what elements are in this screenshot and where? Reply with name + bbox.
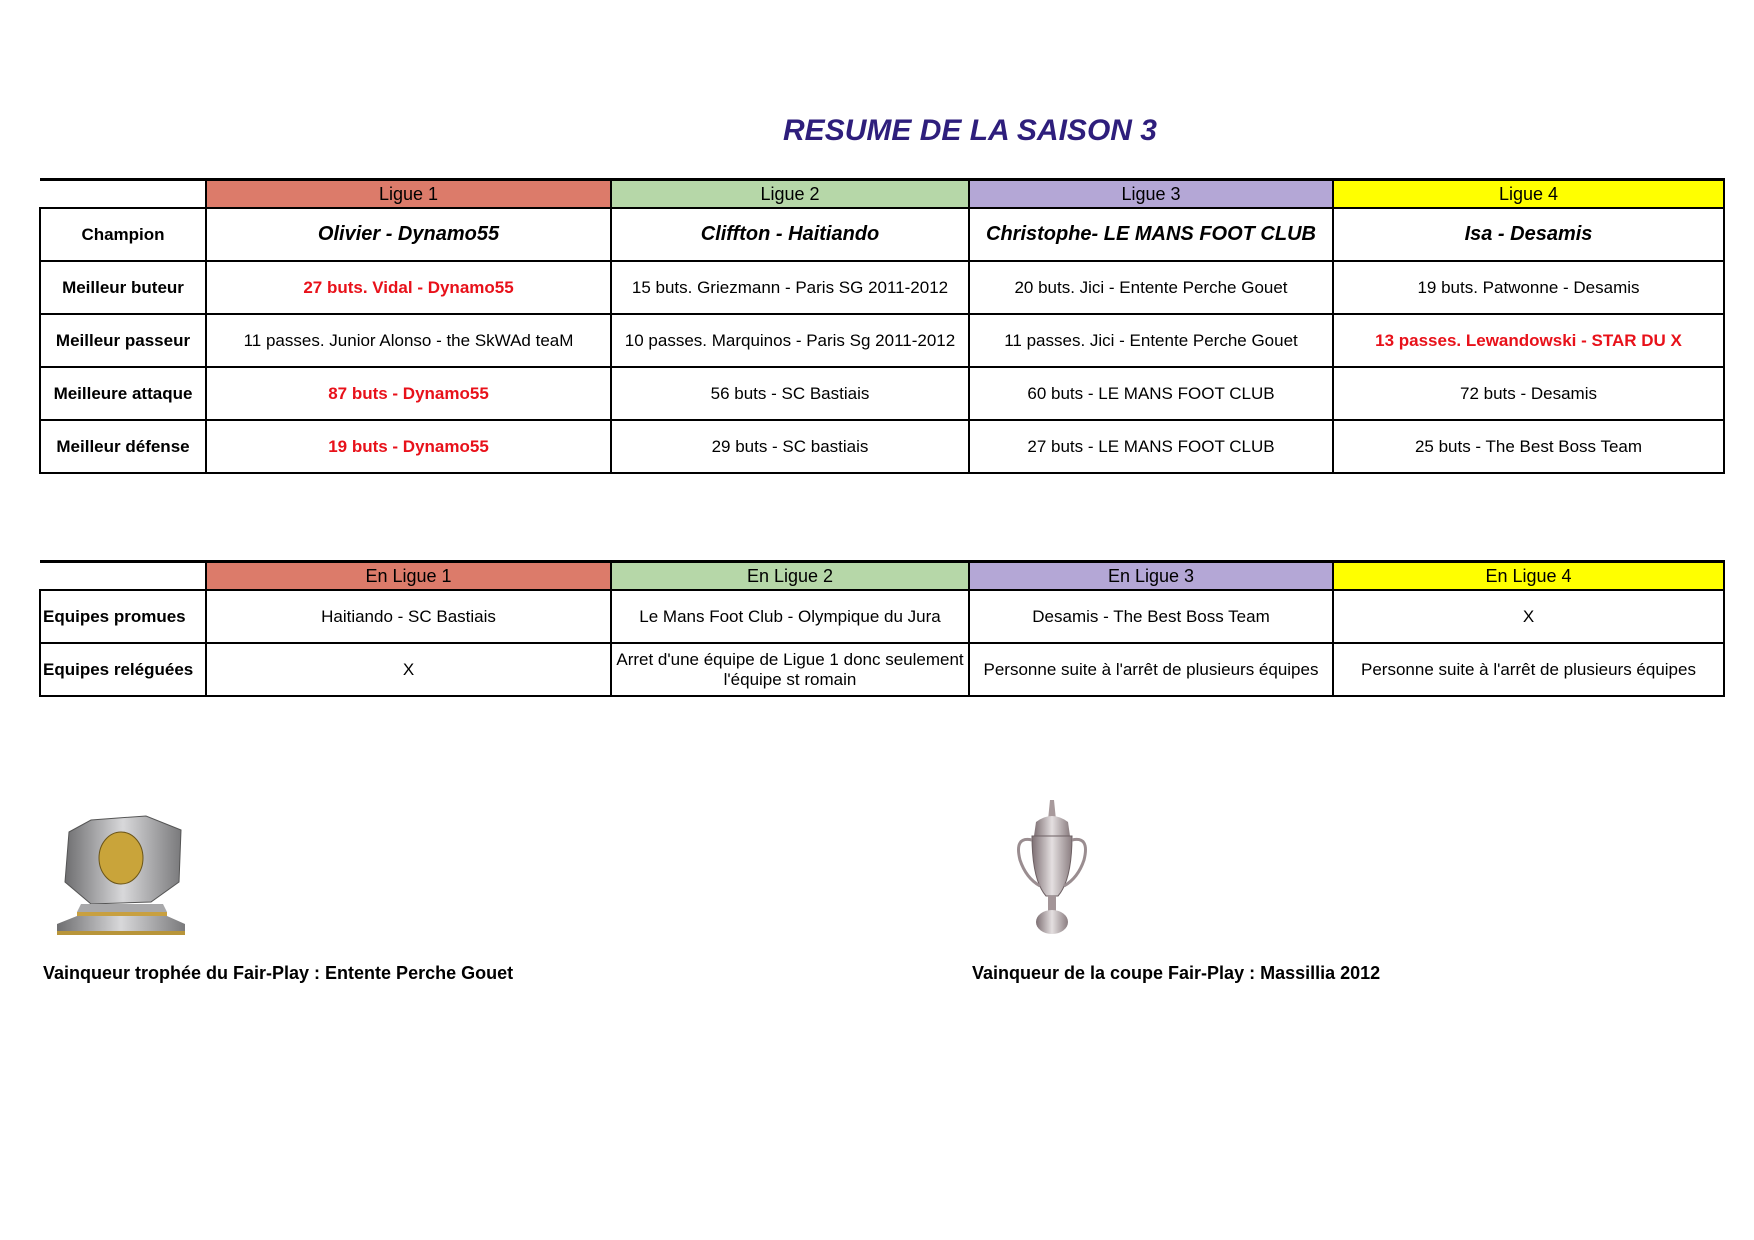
table-cell: 15 buts. Griezmann - Paris SG 2011-2012 bbox=[611, 261, 969, 314]
promotion-relegation-table bbox=[39, 560, 1725, 697]
table-cell: 72 buts - Desamis bbox=[1333, 367, 1724, 420]
fairplay-cup-winner: Vainqueur de la coupe Fair-Play : Massillia 2012 bbox=[972, 963, 1381, 983]
header-ligue-2: Ligue 2 bbox=[611, 180, 969, 209]
empty-corner bbox=[40, 562, 206, 591]
table-cell: Personne suite à l'arrêt de plusieurs équipes bbox=[969, 643, 1333, 696]
header-row bbox=[40, 180, 1724, 209]
table-row-relegated bbox=[40, 643, 1724, 696]
header-ligue-1: Ligue 1 bbox=[206, 180, 611, 209]
row-label: Meilleur défense bbox=[40, 420, 206, 473]
table-cell: Cliffton - Haitiando bbox=[611, 208, 969, 261]
table-cell: 11 passes. Junior Alonso - the SkWAd teaM bbox=[206, 314, 611, 367]
row-label: Equipes reléguées bbox=[40, 643, 206, 696]
header-en-ligue-1: En Ligue 1 bbox=[206, 562, 611, 591]
header-ligue-3: Ligue 3 bbox=[969, 180, 1333, 209]
table-cell: 56 buts - SC Bastiais bbox=[611, 367, 969, 420]
header-en-ligue-2: En Ligue 2 bbox=[611, 562, 969, 591]
table-row-top-assists bbox=[40, 314, 1724, 367]
table-cell: 13 passes. Lewandowski - STAR DU X bbox=[1333, 314, 1724, 367]
table-cell: 27 buts - LE MANS FOOT CLUB bbox=[969, 420, 1333, 473]
table-cell: Olivier - Dynamo55 bbox=[206, 208, 611, 261]
table-cell: X bbox=[206, 643, 611, 696]
table-cell: 60 buts - LE MANS FOOT CLUB bbox=[969, 367, 1333, 420]
table-cell: 29 buts - SC bastiais bbox=[611, 420, 969, 473]
table-cell: 19 buts. Patwonne - Desamis bbox=[1333, 261, 1724, 314]
row-label: Champion bbox=[40, 208, 206, 261]
table-cell: 27 buts. Vidal - Dynamo55 bbox=[206, 261, 611, 314]
table-cell: Haitiando - SC Bastiais bbox=[206, 590, 611, 643]
table-row-best-attack bbox=[40, 367, 1724, 420]
handshake-trophy-icon bbox=[51, 812, 193, 942]
table-cell: Personne suite à l'arrêt de plusieurs équipes bbox=[1333, 643, 1724, 696]
page-title: RESUME DE LA SAISON 3 bbox=[783, 114, 1157, 147]
table-cell: 87 buts - Dynamo55 bbox=[206, 367, 611, 420]
table-cell: Christophe- LE MANS FOOT CLUB bbox=[969, 208, 1333, 261]
header-ligue-4: Ligue 4 bbox=[1333, 180, 1724, 209]
fairplay-trophy-winner: Vainqueur trophée du Fair-Play : Entente Perche Gouet bbox=[43, 963, 514, 983]
header-en-ligue-4: En Ligue 4 bbox=[1333, 562, 1724, 591]
table-row-promoted bbox=[40, 590, 1724, 643]
table-cell: Arret d'une équipe de Ligue 1 donc seulement l'équipe st romain bbox=[611, 643, 969, 696]
table-cell: X bbox=[1333, 590, 1724, 643]
table-row-champion bbox=[40, 208, 1724, 261]
table-cell: 25 buts - The Best Boss Team bbox=[1333, 420, 1724, 473]
row-label: Meilleur passeur bbox=[40, 314, 206, 367]
season-summary-table bbox=[39, 178, 1725, 474]
row-label: Meilleur buteur bbox=[40, 261, 206, 314]
table-cell: Desamis - The Best Boss Team bbox=[969, 590, 1333, 643]
table-cell: 10 passes. Marquinos - Paris Sg 2011-2012 bbox=[611, 314, 969, 367]
table-cell: Isa - Desamis bbox=[1333, 208, 1724, 261]
header-row bbox=[40, 562, 1724, 591]
row-label: Equipes promues bbox=[40, 590, 206, 643]
cup-trophy-icon bbox=[1010, 800, 1094, 941]
table-cell: Le Mans Foot Club - Olympique du Jura bbox=[611, 590, 969, 643]
row-label: Meilleure attaque bbox=[40, 367, 206, 420]
table-row-top-scorer bbox=[40, 261, 1724, 314]
empty-corner bbox=[40, 180, 206, 209]
table-cell: 20 buts. Jici - Entente Perche Gouet bbox=[969, 261, 1333, 314]
header-en-ligue-3: En Ligue 3 bbox=[969, 562, 1333, 591]
table-row-best-defense bbox=[40, 420, 1724, 473]
table-cell: 19 buts - Dynamo55 bbox=[206, 420, 611, 473]
table-cell: 11 passes. Jici - Entente Perche Gouet bbox=[969, 314, 1333, 367]
